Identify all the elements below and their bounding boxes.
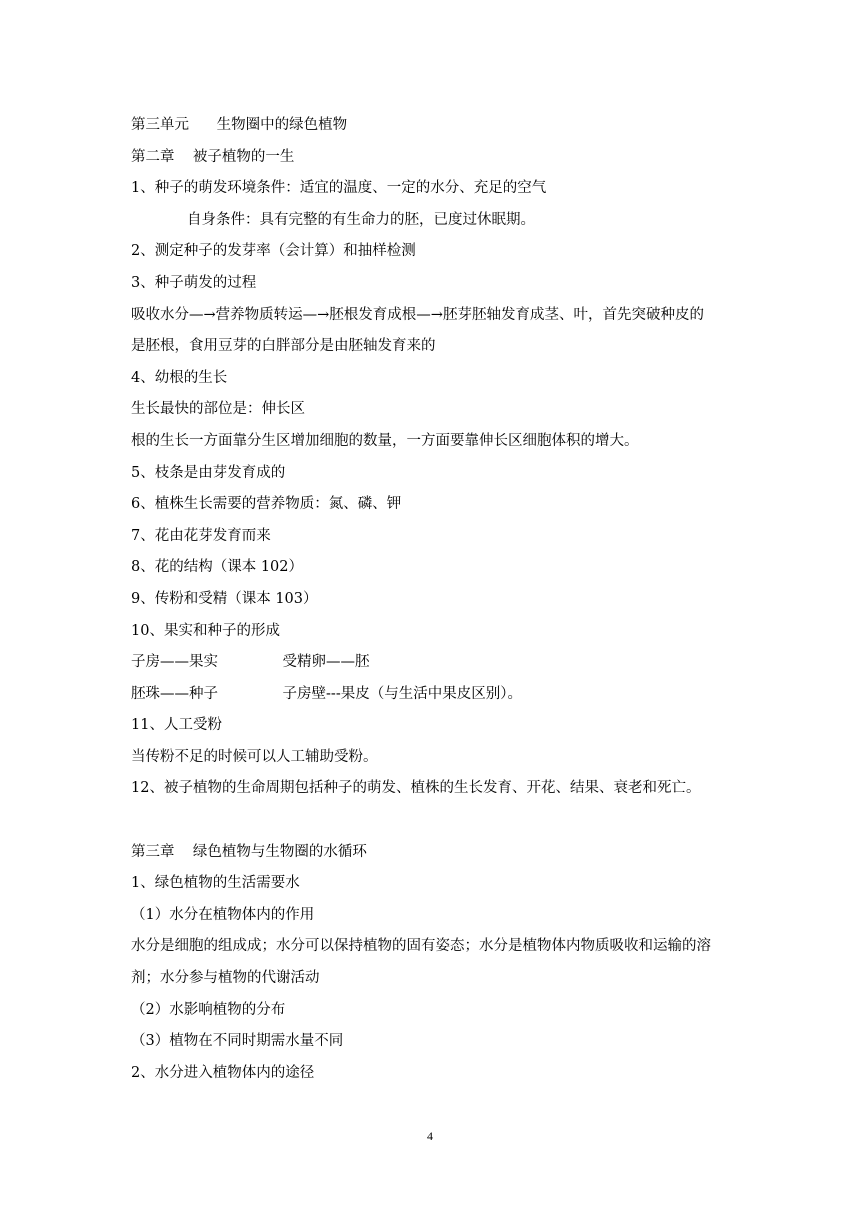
text-line: 生长最快的部位是：伸长区 bbox=[131, 401, 305, 418]
document-body bbox=[131, 110, 741, 1089]
text-line: 剂；水分参与植物的代谢活动 bbox=[131, 970, 320, 987]
section-gap bbox=[131, 805, 741, 837]
text-line: 子房——果实 受精卵——胚 bbox=[131, 654, 370, 671]
unit-title: 第三单元 生物圈中的绿色植物 bbox=[131, 117, 348, 133]
text-line: 2、水分进入植物体内的途径 bbox=[131, 1064, 315, 1081]
text-line: 12、被子植物的生命周期包括种子的萌发、植株的生长发育、开花、结果、衰老和死亡。 bbox=[131, 780, 701, 797]
text-line: （2）水影响植物的分布 bbox=[131, 1001, 286, 1018]
text-line: 11、人工受粉 bbox=[131, 717, 222, 734]
text-line: 6、植株生长需要的营养物质：氮、磷、钾 bbox=[131, 496, 402, 513]
text-line: 5、枝条是由芽发育成的 bbox=[131, 464, 286, 481]
text-line: 1、种子的萌发环境条件：适宜的温度、一定的水分、充足的空气 bbox=[131, 180, 547, 197]
text-line: 自身条件：具有完整的有生命力的胚，已度过休眠期。 bbox=[187, 211, 535, 228]
text-line: 当传粉不足的时候可以人工辅助受粉。 bbox=[131, 748, 378, 765]
chapter-2-title: 第二章 被子植物的一生 bbox=[131, 148, 295, 165]
text-line: 是胚根，食用豆芽的白胖部分是由胚轴发育来的 bbox=[131, 338, 436, 355]
text-line: 9、传粉和受精（课本 103） bbox=[131, 590, 318, 607]
text-line: 2、测定种子的发芽率（会计算）和抽样检测 bbox=[131, 243, 416, 260]
text-line: 根的生长一方面靠分生区增加细胞的数量，一方面要靠伸长区细胞体积的增大。 bbox=[131, 432, 639, 449]
text-line: 1、绿色植物的生活需要水 bbox=[131, 875, 300, 892]
text-line: 3、种子萌发的过程 bbox=[131, 274, 257, 291]
text-line: 7、花由花芽发育而来 bbox=[131, 527, 271, 544]
text-line: 水分是细胞的组成成；水分可以保持植物的固有姿态；水分是植物体内物质吸收和运输的溶 bbox=[131, 938, 711, 955]
page-number: 4 bbox=[427, 1129, 433, 1143]
text-line: （1）水分在植物体内的作用 bbox=[131, 906, 315, 923]
text-line: 胚珠——种子 子房壁---果皮（与生活中果皮区别）。 bbox=[131, 685, 522, 702]
text-line: 吸收水分—→营养物质转运—→胚根发育成根—→胚芽胚轴发育成茎、叶，首先突破种皮的 bbox=[131, 306, 704, 323]
chapter-3-title: 第三章 绿色植物与生物圈的水循环 bbox=[131, 843, 367, 860]
text-line: 4、幼根的生长 bbox=[131, 369, 228, 386]
text-line: （3）植物在不同时期需水量不同 bbox=[131, 1033, 344, 1050]
text-line: 10、果实和种子的形成 bbox=[131, 622, 280, 639]
text-line: 8、花的结构（课本 102） bbox=[131, 559, 304, 576]
